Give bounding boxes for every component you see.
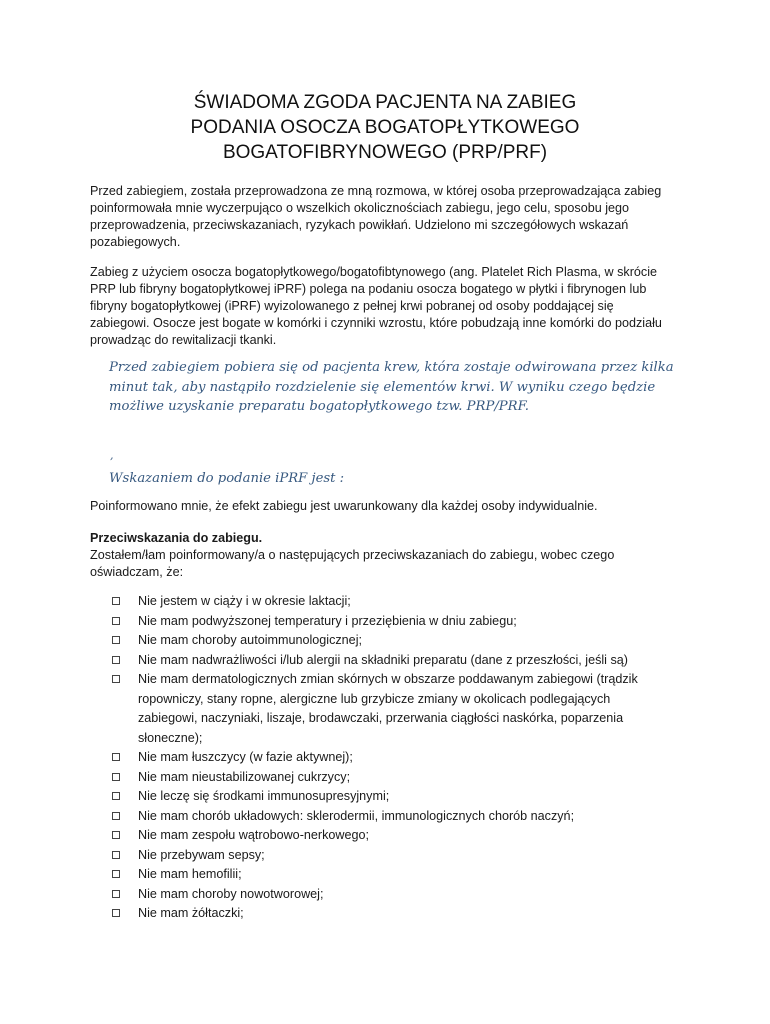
checkbox-icon[interactable]: [112, 812, 120, 820]
procedure-paragraph: Zabieg z użyciem osocza bogatopłytkowego/bogatofibtynowego (ang. Platelet Rich Plasma, w skrócie PRP lub fibryny bogatopłytkowej iPRF) polega na podaniu osocza bogatego w płytki i fibrynogen lub fibryny bogatopłytkowej (iPRF) wyizolowanego z pełnej krwi pobranej od osoby poddającej się zabiegowi. Osocze jest bogate w komórki i czynniki wzrostu, które pobudzają inne komórki do podziału prowadząc do rewitalizacji tkanki.: [90, 265, 662, 347]
checkbox-icon[interactable]: [112, 636, 120, 644]
checklist-item: Nie mam żółtaczki;: [112, 904, 672, 924]
checklist-item: Nie mam choroby nowotworowej;: [112, 885, 672, 905]
title-line-2: PODANIA OSOCZA BOGATOPŁYTKOWEGO: [190, 117, 580, 138]
document-title: [90, 90, 680, 165]
checklist-item: Nie mam nadwrażliwości i/lub alergii na składniki preparatu (dane z przeszłości, jeśli są): [112, 651, 672, 671]
checklist-item: Nie mam dermatologicznych zmian skórnych w obszarze poddawanym zabiegowi (trądzik ropowniczy, stany ropne, alergiczne lub grzybicze zmiany w okolicach podlegających zabiegowi, naczyniaki, liszaje, brodawczaki, przerwania ciągłości naskórka, poparzenia słoneczne);: [112, 670, 672, 748]
individual-effect-paragraph: Poinformowano mnie, że efekt zabiegu jest uwarunkowany dla każdej osoby indywidualnie.: [90, 499, 598, 513]
checkbox-icon[interactable]: [112, 792, 120, 800]
contraindications-checklist: [112, 592, 672, 924]
checklist-item: Nie mam choroby autoimmunologicznej;: [112, 631, 672, 651]
stray-comma: ,: [110, 449, 114, 462]
intro-paragraph: Przed zabiegiem, została przeprowadzona ze mną rozmowa, w której osoba przeprowadzająca zabieg poinformowała mnie wyczerpująco o wszelkich okolicznościach zabiegu, jego celu, sposobu jego przeprowadzenia, przeciwskazaniach, ryzykach powikłań. Udzielono mi szczegółowych wskazań pozabiegowych.: [90, 184, 662, 249]
checklist-item: Nie mam chorób układowych: sklerodermii, immunologicznych chorób naczyń;: [112, 807, 672, 827]
checkbox-icon[interactable]: [112, 890, 120, 898]
indication-paragraph: Wskazaniem do podanie iPRF jest :: [109, 471, 345, 486]
checklist-item: Nie mam zespołu wątrobowo-nerkowego;: [112, 826, 672, 846]
checklist-item: Nie mam podwyższonej temperatury i przeziębienia w dniu zabiegu;: [112, 612, 672, 632]
checklist-item: Nie jestem w ciąży i w okresie laktacji;: [112, 592, 672, 612]
checklist-item: Nie mam łuszczycy (w fazie aktywnej);: [112, 748, 672, 768]
checkbox-icon[interactable]: [112, 870, 120, 878]
checkbox-icon[interactable]: [112, 656, 120, 664]
contraindications-intro: Zostałem/łam poinformowany/a o następujących przeciwskazaniach do zabiegu, wobec czego oświadczam, że:: [90, 548, 615, 579]
checkbox-icon[interactable]: [112, 851, 120, 859]
checklist-item: Nie przebywam sepsy;: [112, 846, 672, 866]
title-line-1: ŚWIADOMA ZGODA PACJENTA NA ZABIEG: [193, 92, 577, 113]
checkbox-icon[interactable]: [112, 773, 120, 781]
checkbox-icon[interactable]: [112, 597, 120, 605]
checklist-item: Nie mam hemofilii;: [112, 865, 672, 885]
checkbox-icon[interactable]: [112, 909, 120, 917]
checkbox-icon[interactable]: [112, 617, 120, 625]
checklist-item: Nie mam nieustabilizowanej cukrzycy;: [112, 768, 672, 788]
blood-draw-paragraph: Przed zabiegiem pobiera się od pacjenta krew, która zostaje odwirowana przez kilka minut tak, aby nastąpiło rozdzielenie się elementów krwi. W wyniku czego będzie możliwe uzyskanie preparatu bogatopłytkowego tzw. PRP/PRF.: [109, 360, 674, 414]
checkbox-icon[interactable]: [112, 753, 120, 761]
checkbox-icon[interactable]: [112, 675, 120, 683]
checkbox-icon[interactable]: [112, 831, 120, 839]
title-line-3: BOGATOFIBRYNOWEGO (PRP/PRF): [222, 142, 548, 163]
contraindications-heading: Przeciwskazania do zabiegu.: [90, 531, 263, 545]
checklist-item: Nie leczę się środkami immunosupresyjnymi;: [112, 787, 672, 807]
